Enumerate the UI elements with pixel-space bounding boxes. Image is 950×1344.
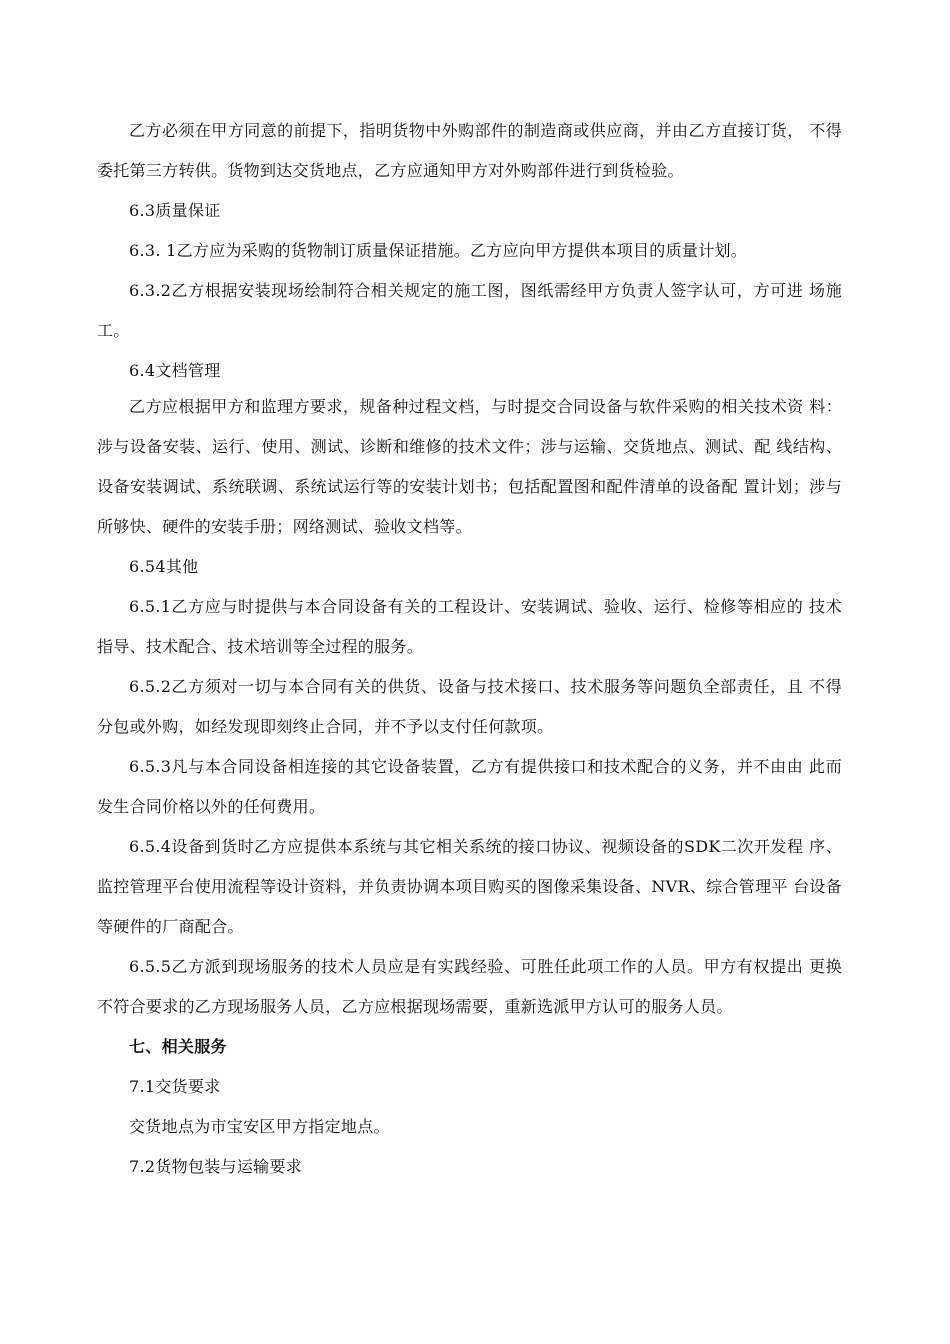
paragraph-6-5-2: 6.5.2乙方须对一切与本合同有关的供货、设备与技术接口、技术服务等问题负全部责任，且 不得分包或外购，如经发现即刻终止合同，并不予以支付任何款项。 bbox=[97, 677, 842, 736]
paragraph-6-3-2: 6.3.2乙方根据安装现场绘制符合相关规定的施工图，图纸需经甲方负责人签字认可，方可进 场施工。 bbox=[97, 281, 842, 340]
section-heading-6-3: 6.3质量保证 bbox=[129, 201, 221, 220]
chapter-heading-7: 七、相关服务 bbox=[129, 1037, 227, 1056]
section-heading-7-2: 7.2货物包装与运输要求 bbox=[129, 1157, 303, 1176]
paragraph-delivery-location: 交货地点为市宝安区甲方指定地点。 bbox=[129, 1117, 390, 1136]
section-heading-6-4: 6.4文档管理 bbox=[129, 361, 221, 380]
section-heading-6-5: 6.54其他 bbox=[129, 557, 199, 576]
paragraph-6-5-5: 6.5.5乙方派到现场服务的技术人员应是有实践经验、可胜任此项工作的人员。甲方有权提出 更换不符合要求的乙方现场服务人员，乙方应根据现场需要，重新选派甲方认可的服务人员。 bbox=[97, 957, 842, 1016]
paragraph-6-5-1: 6.5.1乙方应与时提供与本合同设备有关的工程设计、安装调试、验收、运行、检修等相应的 技术指导、技术配合、技术培训等全过程的服务。 bbox=[97, 597, 842, 656]
paragraph-outsourced-parts: 乙方必须在甲方同意的前提下，指明货物中外购部件的制造商或供应商，并由乙方直接订货， 不得委托第三方转供。货物到达交货地点，乙方应通知甲方对外购部件进行到货检验。 bbox=[97, 121, 842, 180]
paragraph-6-3-1: 6.3. 1乙方应为采购的货物制订质量保证措施。乙方应向甲方提供本项目的质量计划。 bbox=[129, 241, 748, 260]
paragraph-6-5-4: 6.5.4设备到货时乙方应提供本系统与其它相关系统的接口协议、视频设备的SDK二次开发程 序、监控管理平台使用流程等设计资料，并负责协调本项目购买的图像采集设备、NVR、综合管理平 台设备等硬件的厂商配合。 bbox=[97, 837, 842, 936]
paragraph-6-5-3: 6.5.3凡与本合同设备相连接的其它设备装置，乙方有提供接口和技术配合的义务，并不由由 此而发生合同价格以外的任何费用。 bbox=[97, 757, 842, 816]
section-heading-7-1: 7.1交货要求 bbox=[129, 1077, 221, 1096]
paragraph-document-management: 乙方应根据甲方和监理方要求，规备种过程文档，与时提交合同设备与软件采购的相关技术资 料：涉与设备安装、运行、使用、测试、诊断和维修的技术文件；涉与运输、交货地点、测试、配 线结构、设备安装调试、系统联调、系统试运行等的安装计划书；包括配置图和配件清单的设备配 置计划；涉与所够快、硬件的安装手册；网络测试、验收文档等。 bbox=[97, 397, 842, 536]
